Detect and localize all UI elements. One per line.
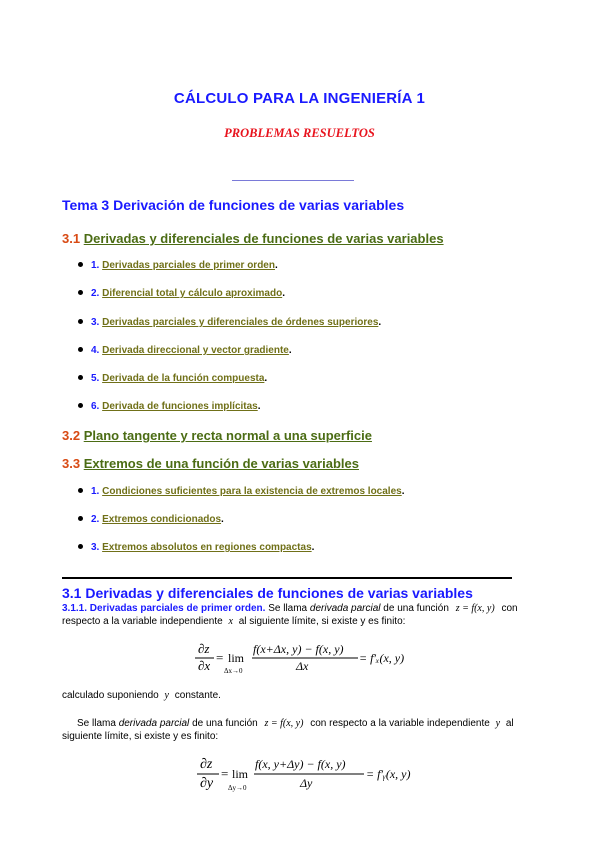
list-item[interactable]: 4. Derivada direccional y vector gradiente. xyxy=(62,345,292,356)
formula-partial-x xyxy=(0,637,599,677)
list-item[interactable]: 2. Extremos condicionados. xyxy=(62,514,224,525)
formula-partial-y xyxy=(0,752,599,794)
result: = f′ₓ(x, y) xyxy=(359,651,405,665)
svg-text:=: = xyxy=(216,650,224,665)
tema-heading: Tema 3 Derivación de funciones de varias variables xyxy=(62,197,405,213)
divider-long xyxy=(62,577,512,579)
math-inline: z = f(x, y) xyxy=(455,603,495,614)
page-subtitle: PROBLEMAS RESUELTOS xyxy=(224,126,375,140)
svg-text:=: = xyxy=(221,766,229,781)
section-label[interactable]: Derivadas y diferenciales de funciones de varias variables xyxy=(83,231,444,246)
math-inline: z = f(x, y) xyxy=(264,718,304,729)
frac-den: Δy xyxy=(300,776,313,790)
list-item[interactable]: 6. Derivada de funciones implícitas. xyxy=(62,401,261,412)
frac-num: f(x, y+Δy) − f(x, y) xyxy=(255,757,346,771)
page-title: CÁLCULO PARA LA INGENIERÍA 1 xyxy=(173,90,426,107)
bullet-icon xyxy=(78,262,83,267)
bullet-icon xyxy=(78,488,83,493)
bullet-icon xyxy=(78,544,83,549)
math-inline: x xyxy=(228,616,233,627)
bullet-icon xyxy=(78,516,83,521)
math-inline: y xyxy=(164,690,169,701)
math-inline: y xyxy=(495,718,501,729)
lim-sub: Δy→0 xyxy=(228,784,247,792)
section-number: 3.1 xyxy=(62,231,81,246)
bullet-icon xyxy=(78,319,83,324)
numerator: ∂z xyxy=(198,641,210,656)
denominator: ∂y xyxy=(200,776,214,791)
result: = f′ᵧ(x, y) xyxy=(366,767,411,781)
section-number: 3.3 xyxy=(62,456,81,471)
body-section-heading: 3.1 Derivadas y diferenciales de funciones de varias variables xyxy=(62,585,473,601)
subsection-heading: 3.1.1. Derivadas parciales de primer orden. xyxy=(62,603,266,614)
numerator: ∂z xyxy=(200,757,213,772)
list-item[interactable]: 1. Derivadas parciales de primer orden. xyxy=(62,260,278,271)
list-item[interactable]: 3. Extremos absolutos en regiones compactas. xyxy=(62,542,314,553)
formula-svg xyxy=(0,752,599,794)
section-3-3-link[interactable] xyxy=(62,456,359,471)
denominator: ∂x xyxy=(198,658,211,673)
paragraph-definition-y: Se llama derivada parcial de una función z = f(x, y) con respecto a la variable independiente y al siguiente límite, si existe y es finito: xyxy=(62,718,514,742)
section-number: 3.2 xyxy=(62,428,81,443)
section-3-1-link[interactable] xyxy=(62,231,444,246)
frac-num: f(x+Δx, y) − f(x, y) xyxy=(253,642,344,656)
bullet-icon xyxy=(78,375,83,380)
lim-text: lim xyxy=(228,651,245,665)
bullet-icon xyxy=(78,290,83,295)
formula-svg xyxy=(0,637,599,677)
lim-text: lim xyxy=(232,767,249,781)
frac-den: Δx xyxy=(296,659,309,673)
section-label[interactable]: Plano tangente y recta normal a una superficie xyxy=(83,428,372,443)
list-item[interactable]: 3. Derivadas parciales y diferenciales de órdenes superiores. xyxy=(62,317,381,328)
bullet-icon xyxy=(78,347,83,352)
paragraph-calculated: calculado suponiendo y constante. xyxy=(62,690,221,701)
section-label[interactable]: Extremos de una función de varias variables xyxy=(83,456,359,471)
divider-short xyxy=(232,180,354,181)
list-item[interactable]: 5. Derivada de la función compuesta. xyxy=(62,373,267,384)
lim-sub: Δx→0 xyxy=(224,667,243,675)
list-item[interactable]: 2. Diferencial total y cálculo aproximado. xyxy=(62,288,285,299)
bullet-icon xyxy=(78,403,83,408)
section-3-2-link[interactable] xyxy=(62,428,372,443)
list-item[interactable]: 1. Condiciones suficientes para la existencia de extremos locales. xyxy=(62,486,404,497)
paragraph-definition-x: 3.1.1. Derivadas parciales de primer orden. Se llama derivada parcial de una función z = f(x, y) con respecto a la variable independiente x al siguiente límite, si existe y es finito: xyxy=(62,603,518,627)
